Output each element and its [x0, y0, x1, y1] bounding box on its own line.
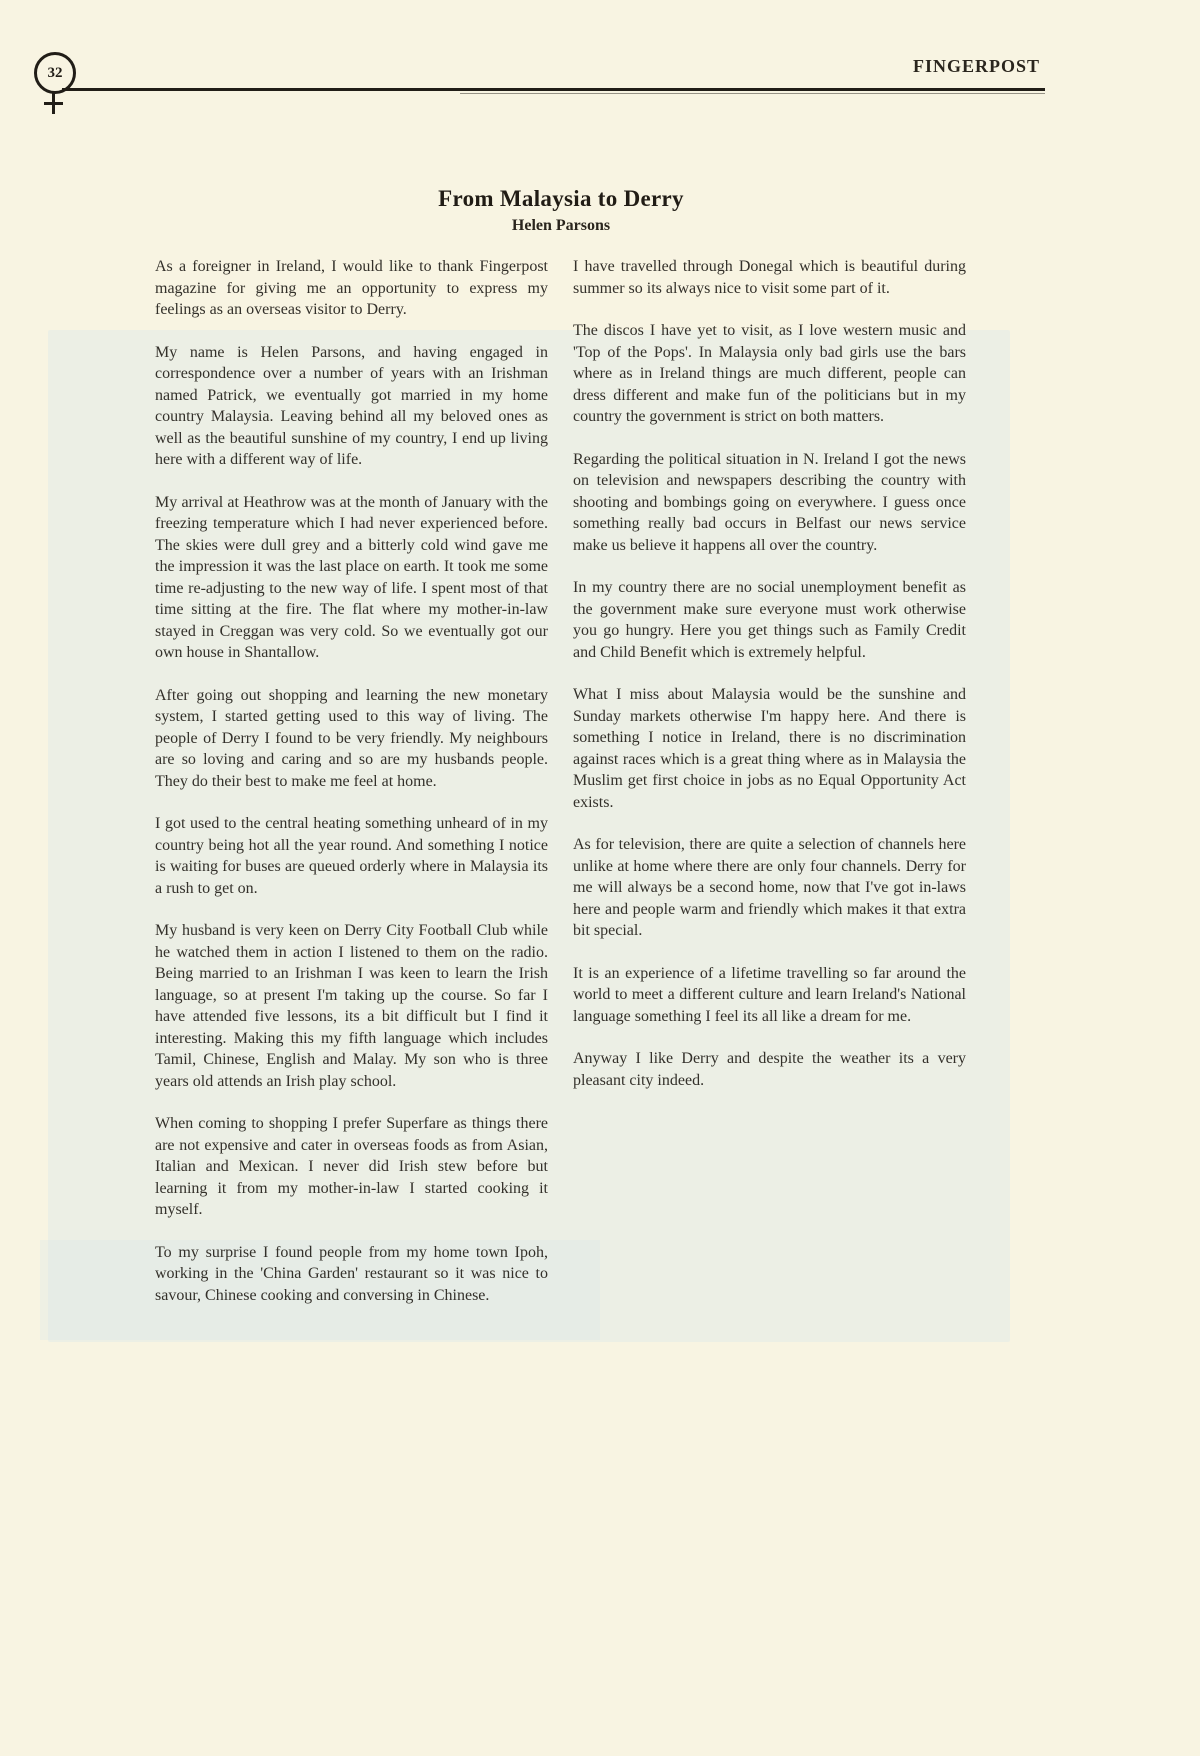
female-symbol-crossbar	[44, 102, 63, 105]
masthead: FINGERPOST	[912, 56, 1040, 76]
right-column	[573, 256, 966, 1327]
header-rule-shadow	[460, 93, 1045, 94]
article-body	[155, 256, 967, 1327]
paragraph: As for television, there are quite a selection of channels here unlike at home where there are only four channels. Derry for me will always be a second home, now that I've got in-laws here and people warm and friendly which makes it that extra bit special.	[573, 836, 966, 939]
female-symbol-page-marker	[32, 52, 78, 114]
article-title: From Malaysia to Derry	[438, 186, 684, 211]
paragraph: Anyway I like Derry and despite the weather its a very pleasant city indeed.	[573, 1050, 966, 1089]
paragraph: My arrival at Heathrow was at the month of January with the freezing temperature which I had never experienced before. The skies were dull grey and a bitterly cold wind gave me the impression it was the last place on earth. It took me some time re-adjusting to the new way of life. I spent most of that time sitting at the fire. The flat where my mother-in-law stayed in Creggan was very cold. So we eventually got our own house in Shantallow.	[155, 493, 548, 661]
paragraph: I have travelled through Donegal which is beautiful during summer so its always nice to visit some part of it.	[573, 258, 966, 297]
page-number: 32	[47, 64, 63, 81]
paragraph: I got used to the central heating something unheard of in my country being hot all the year round. And something I notice is waiting for buses are queued orderly where in Malaysia its a rush to get on.	[155, 815, 548, 897]
paragraph: To my surprise I found people from my home town Ipoh, working in the 'China Garden' restaurant so it was nice to savour, Chinese cooking and conversing in Chinese.	[155, 1243, 548, 1304]
paragraph: After going out shopping and learning the new monetary system, I started getting used to this way of living. The people of Derry I found to be very friendly. My neighbours are so loving and caring and so are my husbands people. They do their best to make me feel at home.	[155, 686, 548, 790]
paragraph: In my country there are no social unemployment benefit as the government make sure everyone must work otherwise you go hungry. Here you get things such as Family Credit and Child Benefit which is extremely helpful.	[573, 579, 966, 661]
left-column	[155, 256, 548, 1327]
article-byline: Helen Parsons	[511, 217, 611, 234]
paragraph: When coming to shopping I prefer Superfare as things there are not expensive and cater in overseas foods as from Asian, Italian and Mexican. I never did Irish stew before but learning it from my mother-in-law I started cooking it myself.	[155, 1115, 548, 1218]
paragraph: My name is Helen Parsons, and having engaged in correspondence over a number of years with an Irishman named Patrick, we eventually got married in my home country Malaysia. Leaving behind all my beloved ones as well as the beautiful sunshine of my country, I end up living here with a different way of life.	[155, 343, 548, 468]
paragraph: It is an experience of a lifetime travelling so far around the world to meet a different culture and learn Ireland's National language something I feel its all like a dream for me.	[573, 964, 966, 1025]
paragraph: What I miss about Malaysia would be the sunshine and Sunday markets otherwise I'm happy here. And there is something I notice in Ireland, there is no discrimination against races which is a great thing where as in Malaysia the Muslim get first choice in jobs as no Equal Opportunity Act exists.	[573, 686, 966, 811]
header-rule	[62, 88, 1045, 91]
paragraph: As a foreigner in Ireland, I would like to thank Fingerpost magazine for giving me an opportunity to express my feelings as an overseas visitor to Derry.	[155, 258, 548, 318]
paragraph: My husband is very keen on Derry City Football Club while he watched them in action I listened to them on the radio. Being married to an Irishman I was keen to learn the Irish language, so at present I'm taking up the course. So far I have attended five lessons, its a bit difficult but I find it interesting. Making this my fifth language which includes Tamil, Chinese, English and Malay. My son who is three years old attends an Irish play school.	[155, 922, 548, 1090]
paragraph: Regarding the political situation in N. Ireland I got the news on television and newspapers describing the country with shooting and bombings going on everywhere. I guess once something really bad occurs in Belfast our news service make us believe it happens all over the country.	[573, 450, 966, 554]
paragraph: The discos I have yet to visit, as I love western music and 'Top of the Pops'. In Malaysia only bad girls use the bars where as in Ireland things are much different, people can dress different and make fun of the politicians but in my country the government is strict on both matters.	[573, 322, 966, 425]
